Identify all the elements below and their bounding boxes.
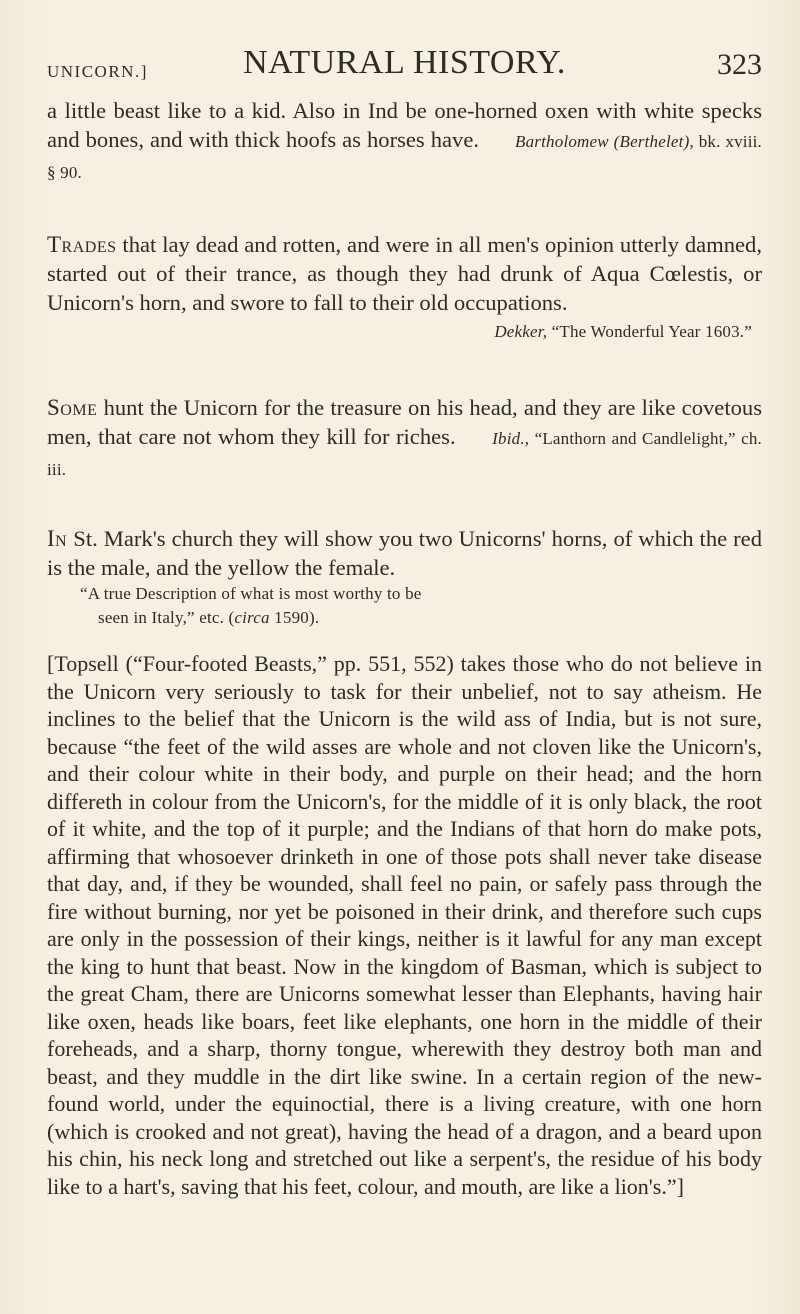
topsell-commentary xyxy=(47,650,762,1200)
citation-line-2 xyxy=(80,608,319,627)
citation xyxy=(47,317,752,346)
citation-line-2-end: 1590). xyxy=(269,608,320,627)
citation xyxy=(47,582,762,630)
quotation-text: that lay dead and rotten, and were in all men's opinion utterly damned, started out of their trance, as though they had drunk of Aqua Cœlestis, or Unicorn's horn, and swore to fall to their old occupations. xyxy=(47,232,762,315)
citation-reference: “Lanthorn and Candlelight,” ch. iii. xyxy=(47,429,762,479)
quotation-st-marks xyxy=(47,524,762,630)
citation-reference: bk. xviii. § 90. xyxy=(47,132,762,182)
quotation-lanthorn xyxy=(47,393,762,484)
page-title: NATURAL HISTORY. xyxy=(243,44,566,81)
quotation-bartholomew xyxy=(47,96,762,187)
quotation-dekker xyxy=(47,230,762,346)
citation-line-2-start: seen in Italy,” etc. ( xyxy=(98,608,235,627)
citation-author: Ibid., xyxy=(492,429,530,448)
running-header xyxy=(47,44,762,94)
citation-line-1: “A true Description of what is most worthy to be xyxy=(80,584,422,603)
first-word: Some xyxy=(47,395,98,420)
quotation-text: hunt the Unicorn for the treasure on his head, and they are like covetous men, that care not whom they kill for riches. xyxy=(47,395,762,449)
citation-reference: “The Wonderful Year 1603.” xyxy=(551,322,752,341)
page-number: 323 xyxy=(717,48,762,81)
citation-author: Dekker, xyxy=(494,322,548,341)
quotation-text: a little beast like to a kid. Also in Ind be one-horned oxen with white specks and bones, and with thick hoofs as horses have. xyxy=(47,98,762,152)
section-label: UNICORN.] xyxy=(47,62,148,81)
first-word: Trades xyxy=(47,232,117,257)
first-word: In xyxy=(47,526,68,551)
quotation-text: St. Mark's church they will show you two Unicorns' horns, of which the red is the male, and the yellow the female. xyxy=(47,526,763,580)
commentary-text: [Topsell (“Four-footed Beasts,” pp. 551, 552) takes those who do not believe in the Unicorn very seriously to task for their unbelief, not to say atheism. He inclines to the belief that the Unicorn is the wild ass of India, but is not sure, because “the feet of the wild asses are whole and not cloven like the Unicorn's, and their colour white in their body, and purple on their head; and the horn differeth in colour from the Unicorn's, for the middle of it is only black, the root of it white, and the top of it purple; and the Indians of that horn do make pots, affirming that whosoever drinketh in one of those pots shall never take disease that day, and, if they be wounded, shall feel no pain, or safely pass through the fire without burning, nor yet be poisoned in their drink, and therefore such cups are only in the possession of their kings, neither is it lawful for any man except the king to hunt that beast. Now in the kingdom of Basman, which is subject to the great Cham, there are Unicorns somewhat lesser than Elephants, having hair like oxen, heads like boars, feet like elephants, one horn in the middle of their foreheads, and a sharp, thorny tongue, wherewith they destroy both man and beast, and they muddle in the dirt like swine. In a certain region of the new-found world, under the equinoctial, there is a living creature, with one horn (which is crooked and not great), having the head of a dragon, and a beard upon his chin, his neck long and stretched out like a serpent's, the residue of his body like to a hart's, saving that his feet, colour, and mouth, are like a lion's.”] xyxy=(47,651,762,1199)
citation-author: Bartholomew (Berthelet), xyxy=(515,132,694,151)
citation-circa: circa xyxy=(234,608,270,627)
